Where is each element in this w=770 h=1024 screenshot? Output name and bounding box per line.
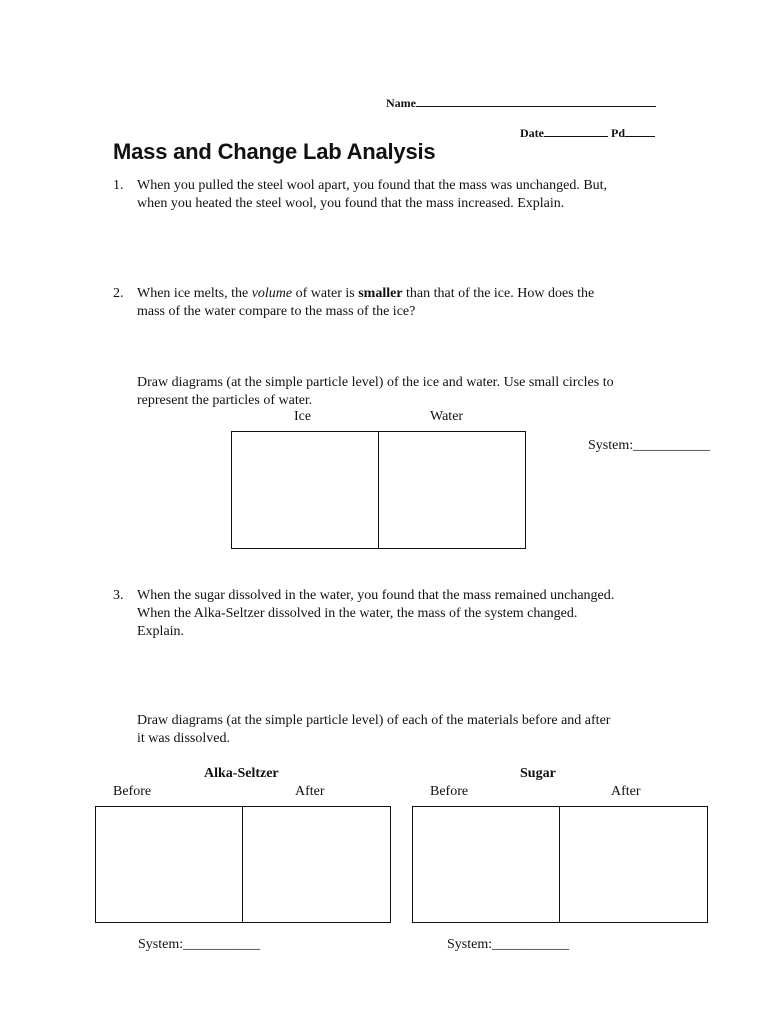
alka-seltzer-diagram-box[interactable] [95, 806, 391, 923]
question-3-line-2: When the Alka-Seltzer dissolved in the water, the mass of the system changed. [137, 606, 578, 621]
ice-water-divider [378, 432, 379, 548]
sugar-divider [559, 807, 560, 922]
name-blank[interactable] [416, 92, 656, 107]
name-label: Name [386, 96, 416, 110]
date-pd-field[interactable] [520, 122, 655, 141]
alka-system-field[interactable]: System:___________ [138, 937, 261, 952]
alka-seltzer-divider [242, 807, 243, 922]
question-2-draw-line-2: represent the particles of water. [137, 393, 313, 408]
question-1 [113, 177, 713, 213]
date-blank[interactable] [544, 122, 608, 137]
alka-before-label: Before [113, 784, 152, 799]
question-3-draw-line-1: Draw diagrams (at the simple particle level) of each of the materials before and after [137, 713, 611, 728]
question-2-line-2: mass of the water compare to the mass of the ice? [137, 304, 416, 319]
question-2 [113, 285, 713, 321]
sugar-heading: Sugar [520, 766, 556, 781]
question-3-line-1: When the sugar dissolved in the water, you found that the mass remained unchanged. [137, 588, 615, 603]
label-ice: Ice [294, 409, 312, 424]
question-2-number: 2. [113, 286, 124, 301]
question-1-number: 1. [113, 178, 124, 193]
question-3 [113, 587, 713, 641]
question-2-system-field[interactable]: System:___________ [588, 438, 711, 453]
sugar-before-label: Before [430, 784, 469, 799]
sugar-diagram-box[interactable] [412, 806, 708, 923]
question-3-draw-instructions [137, 712, 737, 748]
question-2-draw-instructions [137, 374, 737, 410]
question-2-text-c: than that of the ice. How does the [402, 286, 595, 301]
pd-label: Pd [611, 126, 626, 140]
question-2-line-1 [137, 285, 713, 303]
question-3-number: 3. [113, 588, 124, 603]
sugar-after-label: After [611, 784, 641, 799]
question-3-line-3: Explain. [137, 624, 185, 639]
page-title: Mass and Change Lab Analysis [113, 139, 436, 164]
date-label: Date [520, 126, 544, 140]
question-2-text-b: of water is [292, 286, 359, 301]
question-2-italic-volume: volume [251, 286, 293, 301]
question-1-line-1: When you pulled the steel wool apart, you found that the mass was unchanged. But, [137, 178, 608, 193]
sugar-system-field[interactable]: System:___________ [447, 937, 570, 952]
question-3-draw-line-2: it was dissolved. [137, 731, 230, 746]
label-water: Water [430, 409, 464, 424]
question-2-text-a: When ice melts, the [137, 286, 252, 301]
alka-seltzer-heading: Alka-Seltzer [204, 766, 279, 781]
pd-blank[interactable] [625, 122, 655, 137]
name-field[interactable] [386, 92, 656, 111]
question-2-bold-smaller: smaller [358, 286, 403, 301]
alka-after-label: After [295, 784, 325, 799]
question-1-line-2: when you heated the steel wool, you found that the mass increased. Explain. [137, 196, 565, 211]
ice-water-diagram-box[interactable] [231, 431, 526, 549]
question-2-draw-line-1: Draw diagrams (at the simple particle level) of the ice and water. Use small circles to [137, 375, 614, 390]
